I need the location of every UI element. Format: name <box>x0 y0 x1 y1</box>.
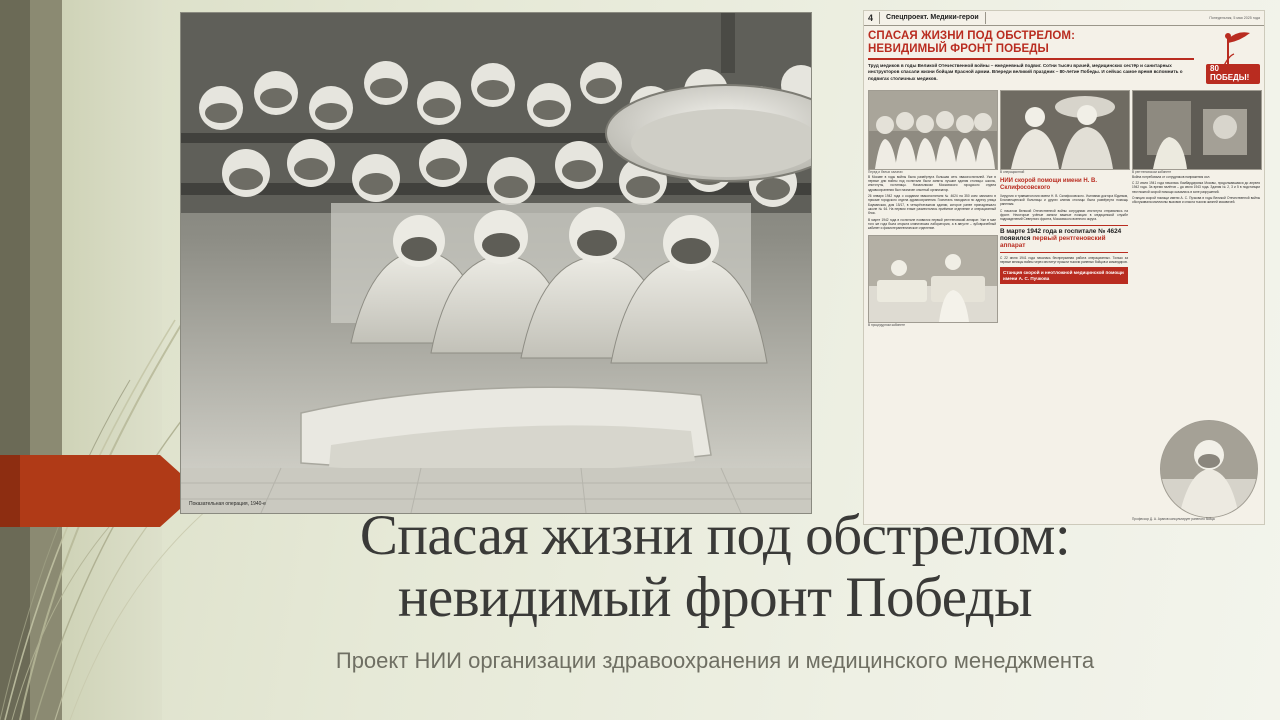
newspaper-image-1-caption: Перед и белых халатах <box>868 170 903 174</box>
newspaper-headline-row <box>864 26 1264 86</box>
background-light-panel <box>62 0 162 720</box>
title-line-1: Спасая жизни под обстрелом: <box>359 504 1071 567</box>
background-mid-strip <box>30 0 62 720</box>
newspaper-callout <box>1000 225 1128 253</box>
newspaper-section-title: Спецпроект. Медики-герои <box>879 12 986 24</box>
operating-room-photo-illustration <box>181 13 811 513</box>
surgeon-portrait-photo <box>1161 421 1257 517</box>
page-subtitle: Проект НИИ организации здравоохранения и медицинского менеджмента <box>335 648 1095 673</box>
column-3-paragraph-3: Станция скорой помощи имени А. С. Пучкова в годы Великой Отечественной войны обслуживала миллионы вызовов и спасла тысячи жизней москвичей. <box>1132 196 1260 205</box>
background-dark-strip <box>0 0 30 720</box>
headline-line-1: СПАСАЯ ЖИЗНИ ПОД ОБСТРЕЛОМ: <box>868 30 1076 42</box>
newspaper-image-5-caption: Профессор Д. А. Арапов консультирует раненого бойца <box>1132 517 1215 522</box>
newspaper-date: Понедельник, 5 мая 2025 года <box>1209 16 1260 20</box>
newspaper-image-3 <box>1132 90 1262 170</box>
operating-theatre-photo <box>1001 91 1129 169</box>
headline-rule <box>868 58 1194 60</box>
newspaper-lede: Труд медиков в годы Великой Отечественной войны – ежедневный подвиг. Сотни тысяч врачей, медицинских сестёр и санитарных инструкторов спасали жизни бойцам Красной армии. Впереди великий праздник – 80-летие Победы. И сейчас самое время вспомнить о подвигах столичных медиков. <box>868 63 1183 81</box>
newspaper-column-1 <box>868 90 996 327</box>
newspaper-headline <box>868 30 1194 82</box>
newspaper-image-4 <box>868 235 998 323</box>
ward-with-patients-photo <box>869 236 997 322</box>
column-2-paragraph-2: С началом Великой Отечественной войны сотрудники института отправились на фронт. Некоторые учёные заняли важные позиции в медицинской службе подразделений Северного фронта, Московского военного округа. <box>1000 208 1128 222</box>
newspaper-image-1 <box>868 90 998 170</box>
photo-caption: Показательная операция, 1940-е <box>189 500 266 507</box>
main-photograph <box>180 12 812 514</box>
newspaper-image-2-caption: В операционной <box>1000 170 1025 174</box>
page-title <box>165 505 1265 628</box>
column-1-paragraph-3: В марте 1942 года в госпитале появился первый рентгеновский аппарат. Уже в мае того же года была открыта клиническая лаборатория, а в августе – зубоврачебный кабинет и физиотерапевтическое отделение. <box>868 217 996 231</box>
newspaper-topbar <box>864 11 1264 26</box>
column-2-paragraph-1: Хирургия и травматология имени Н. В. Склифосовского. Усилиями доктора Юдиным, Благовещенской больницы и других клиник столицы была развёрнута помощь раненым. <box>1000 193 1128 207</box>
column-1-paragraph-1: В Москве в годы войны была развёрнута большая сеть эвакогоспиталей. Уже в первые дни войны под госпитали были заняты лучшие здания столицы: школы, институты, гостиницы. Начальником Московского городского отдела здравоохранения был назначен опытный организатор. <box>868 174 996 192</box>
newspaper-page-number: 4 <box>868 13 874 23</box>
callout-highlight: первый рентгеновский аппарат <box>1000 234 1106 250</box>
newspaper-image-2 <box>1000 90 1130 170</box>
newspaper-redbox: Станция скорой и неотложной медицинской помощи имени А. С. Пучкова <box>1000 267 1128 284</box>
victory-badge: 80 ПОБЕДЫ! <box>1206 64 1260 84</box>
column-3-paragraph-2: С 22 июля 1941 года началась бомбардировка Москвы, продолжавшаяся до апреля 1942 года. За время налётов – да июля 1943 года. Здания № 2, 3 и 5 в подстанции неотложной скорой помощи оказались в зоне разрушений. <box>1132 181 1260 194</box>
column-2-paragraph-3: С 22 июня 1941 года началась беспрерывная работа операционных. Только за первые месяцы войны через институт прошли тысячи раненых бойцов и командиров. <box>1000 255 1128 264</box>
column-3-paragraph-1: Война потребовала от сотрудников напряжения сил. <box>1132 174 1211 179</box>
title-line-2: невидимый фронт Победы <box>397 565 1033 629</box>
column-1-paragraph-2: 26 января 1942 года о создании эвакогоспиталя № 4624 на 350 коек записано в приказе городского отдела здравоохранения. Госпиталь находился по адресу улица Бауманская, дом 15/17, в четырёхэтажном здании, которое ранее принадлежало школе № 64. На первом этаже разместились приёмное отделение и операционный блок. <box>868 194 996 216</box>
newspaper-image-3-caption: В рентгеновском кабинете <box>1132 170 1172 174</box>
xray-room-photo <box>1133 91 1261 169</box>
victory-anniversary-logo <box>1198 30 1260 86</box>
newspaper-image-4-caption: В процедурном кабинете <box>868 322 906 327</box>
newspaper-scan <box>863 10 1265 525</box>
newspaper-circular-photo <box>1160 420 1258 518</box>
newspaper-subhead-1: НИИ скорой помощи имени Н. В. Склифосовского <box>1000 177 1097 191</box>
newspaper-columns <box>864 86 1264 331</box>
callout-line-1: В марте 1942 года в госпитале № 4624 появился <box>1000 227 1122 242</box>
newspaper-column-2 <box>1000 90 1128 327</box>
newspaper-column-3 <box>1132 90 1260 327</box>
headline-line-2: НЕВИДИМЫЙ ФРОНТ ПОБЕДЫ <box>868 42 1049 55</box>
group-of-medics-photo <box>869 91 997 169</box>
